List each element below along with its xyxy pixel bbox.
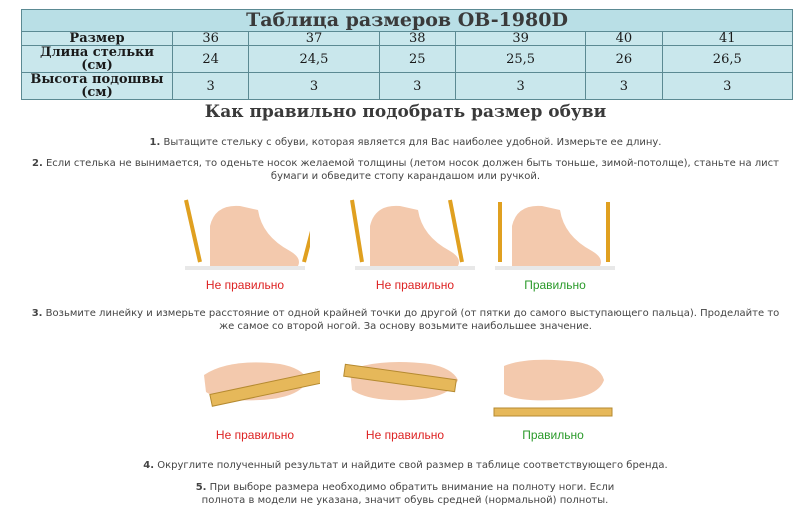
row-label: Длина стельки (см) <box>22 46 173 73</box>
table-cell: 37 <box>249 32 379 46</box>
step-2: 2. Если стелька не вынимается, то оденьте носок желаемой толщины (летом носок должен быть тоньше, зимой-потолще), станьте на лист бумаги и обведите стопу карандашом или ручкой. <box>32 158 779 182</box>
table-title: Таблица размеров OB-1980D <box>22 10 793 32</box>
table-cell: 3 <box>379 73 455 100</box>
caption-wrong: Не правильно <box>375 278 455 292</box>
step-5: 5. При выборе размера необходимо обратить внимание на полноту ноги. Если полнота в модели не указана, значит обувь средней (нормальной) полноты. <box>195 482 615 506</box>
caption-wrong: Не правильно <box>215 428 295 442</box>
pencil-illustration-1 <box>180 196 310 286</box>
table-row <box>22 73 793 100</box>
table-row <box>22 32 793 46</box>
table-cell: 38 <box>379 32 455 46</box>
table-cell: 3 <box>455 73 585 100</box>
table-cell: 3 <box>662 73 792 100</box>
table-cell: 41 <box>662 32 792 46</box>
table-cell: 3 <box>586 73 662 100</box>
caption-right: Правильно <box>522 428 584 442</box>
table-cell: 25 <box>379 46 455 73</box>
table-cell: 39 <box>455 32 585 46</box>
table-cell: 24 <box>173 46 249 73</box>
size-table <box>21 9 793 100</box>
table-cell: 26 <box>586 46 662 73</box>
ruler-illustration-2 <box>340 350 470 440</box>
table-cell: 3 <box>249 73 379 100</box>
table-cell: 25,5 <box>455 46 585 73</box>
pencil-illustration-3 <box>490 196 620 286</box>
page-heading: Как правильно подобрать размер обуви <box>204 102 607 122</box>
table-cell: 26,5 <box>662 46 792 73</box>
table-cell: 36 <box>173 32 249 46</box>
caption-wrong: Не правильно <box>205 278 285 292</box>
row-label: Размер <box>22 32 173 46</box>
table-cell: 40 <box>586 32 662 46</box>
step-3: 3. Возьмите линейку и измерьте расстояние от одной крайней точки до другой (от пятки до самого выступающего пальца). Проделайте то же самое со второй ногой. За основу возьмите наибольшее значение. <box>31 308 780 332</box>
ruler-illustration-3 <box>488 350 618 440</box>
pencil-illustration-2 <box>350 196 480 286</box>
ruler-illustration-1 <box>190 350 320 440</box>
step-4: 4. Округлите полученный результат и найдите свой размер в таблице соответствующего бренда. <box>143 460 668 471</box>
row-label: Высота подошвы (см) <box>22 73 173 100</box>
caption-right: Правильно <box>524 278 586 292</box>
step-1: 1. Вытащите стельку с обуви, которая является для Вас наиболее удобной. Измерьте ее длину. <box>149 137 662 148</box>
table-row <box>22 46 793 73</box>
caption-wrong: Не правильно <box>365 428 445 442</box>
table-cell: 24,5 <box>249 46 379 73</box>
table-cell: 3 <box>173 73 249 100</box>
